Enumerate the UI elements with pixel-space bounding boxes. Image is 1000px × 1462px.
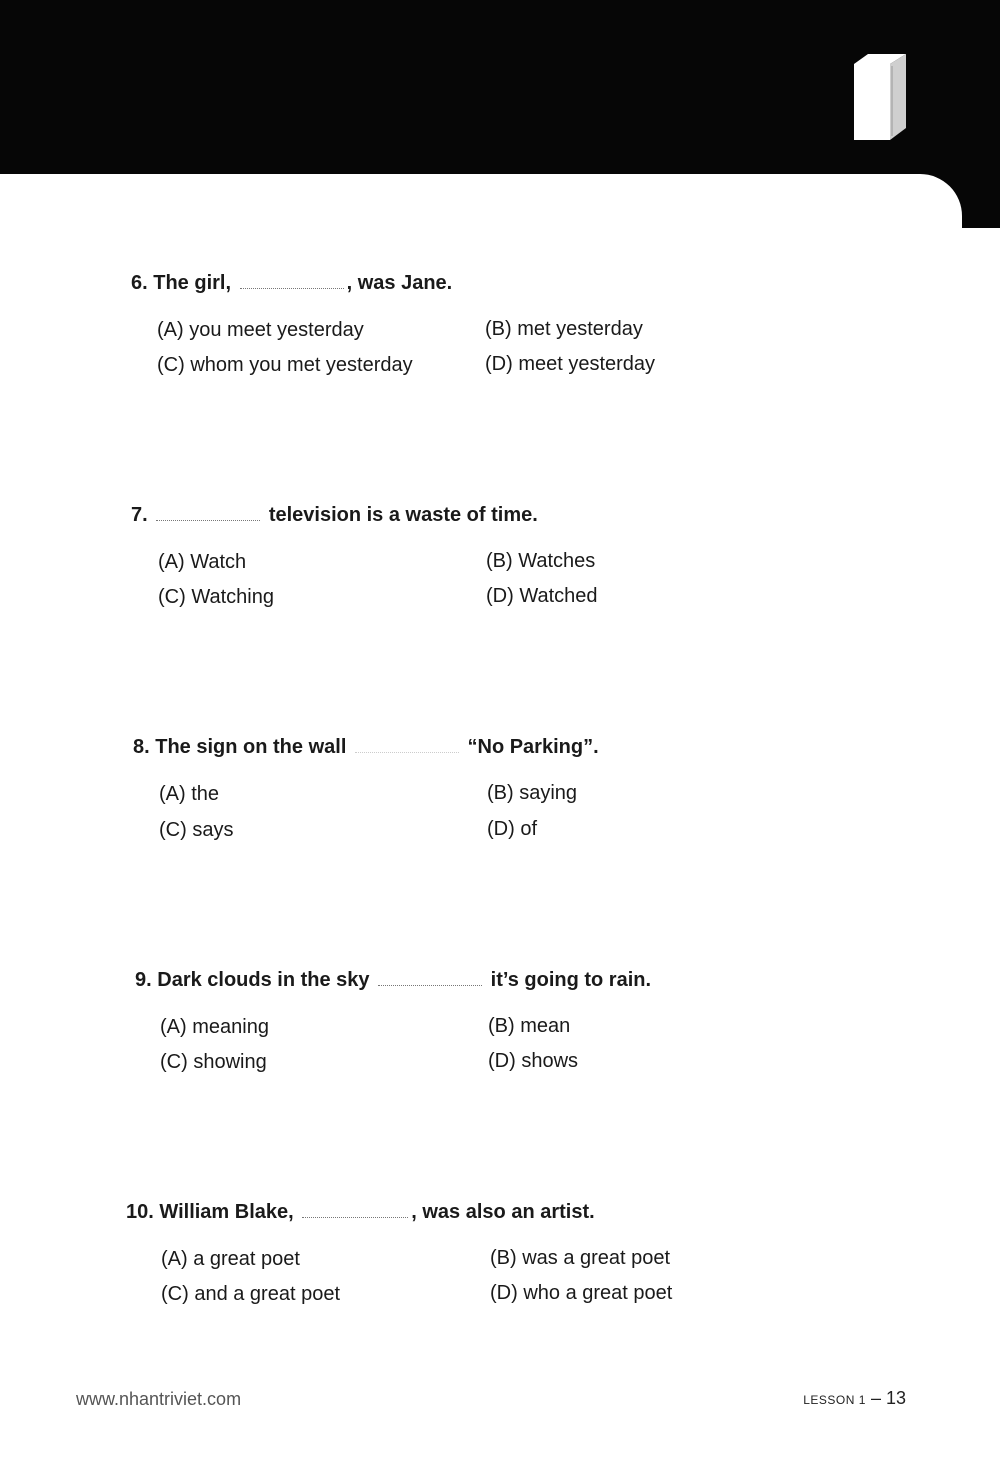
question-stem: [133, 736, 599, 759]
answer-blank: [355, 738, 459, 753]
option-a[interactable]: (A) you meet yesterday: [157, 319, 364, 341]
question-stem: [131, 272, 452, 295]
option-a[interactable]: (A) a great poet: [161, 1248, 300, 1270]
question-stem: [131, 504, 538, 527]
page-number-value: 13: [885, 1388, 906, 1408]
answer-blank: [302, 1203, 408, 1218]
question-number: 10.: [126, 1201, 154, 1223]
page-body-corner: [0, 174, 962, 234]
page-separator: –: [870, 1388, 881, 1408]
option-d[interactable]: (D) who a great poet: [490, 1282, 673, 1304]
question-number: 6.: [131, 272, 148, 294]
page-number: [803, 1388, 906, 1409]
lesson-label: LESSON 1: [803, 1393, 866, 1407]
option-c[interactable]: (C) says: [159, 819, 234, 841]
stem-after: television is a waste of time.: [268, 504, 538, 526]
stem-before: The girl,: [153, 272, 232, 294]
option-d[interactable]: (D) of: [487, 818, 537, 840]
stem-before: William Blake,: [159, 1201, 294, 1223]
stem-before: Dark clouds in the sky: [157, 969, 370, 991]
option-d[interactable]: (D) Watched: [486, 585, 598, 607]
question-stem: [135, 969, 651, 992]
stem-after: , was Jane.: [346, 272, 453, 294]
question-number: 8.: [133, 736, 150, 758]
question-number: 9.: [135, 969, 152, 991]
option-b[interactable]: (B) was a great poet: [490, 1247, 671, 1269]
question-number: 7.: [131, 504, 148, 526]
option-b[interactable]: (B) Watches: [486, 550, 596, 572]
option-d[interactable]: (D) meet yesterday: [485, 353, 656, 375]
option-a[interactable]: (A) the: [159, 783, 220, 805]
option-b[interactable]: (B) saying: [487, 782, 578, 804]
option-d[interactable]: (D) shows: [488, 1050, 579, 1072]
footer-website-link[interactable]: www.nhantriviet.com: [76, 1389, 242, 1409]
book-icon: [848, 50, 912, 144]
stem-after: , was also an artist.: [411, 1201, 595, 1223]
option-c[interactable]: (C) and a great poet: [161, 1283, 340, 1305]
option-c[interactable]: (C) Watching: [158, 586, 274, 608]
option-a[interactable]: (A) Watch: [158, 551, 247, 573]
answer-blank: [378, 971, 482, 986]
option-a[interactable]: (A) meaning: [160, 1016, 269, 1038]
option-b[interactable]: (B) met yesterday: [485, 318, 643, 340]
option-c[interactable]: (C) whom you met yesterday: [157, 354, 413, 376]
answer-blank: [240, 274, 344, 289]
option-b[interactable]: (B) mean: [488, 1015, 571, 1037]
question-stem: [126, 1201, 595, 1224]
answer-blank: [156, 506, 260, 521]
stem-after: “No Parking”.: [467, 736, 599, 758]
stem-before: The sign on the wall: [155, 736, 347, 758]
stem-after: it’s going to rain.: [490, 969, 652, 991]
option-c[interactable]: (C) showing: [160, 1051, 267, 1073]
